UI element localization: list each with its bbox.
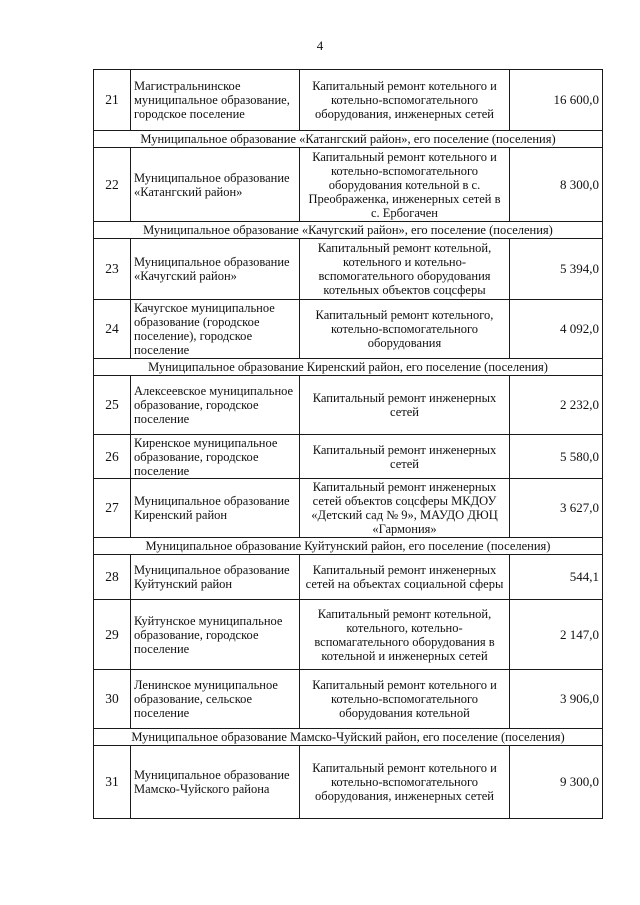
row-number: 29	[94, 600, 131, 670]
municipality-name: Муниципальное образование Киренский район	[131, 479, 300, 538]
table-row	[94, 555, 603, 600]
table-row	[94, 670, 603, 729]
work-description: Капитальный ремонт котельной, котельного и котельно-вспомогательного оборудования котельных объектов соцсферы	[300, 239, 510, 300]
amount: 544,1	[510, 555, 603, 600]
section-title: Муниципальное образование Киренский район, его поселение (поселения)	[94, 359, 603, 376]
municipality-name: Алексеевское муниципальное образование, городское поселение	[131, 376, 300, 435]
municipality-name: Муниципальное образование Куйтунский район	[131, 555, 300, 600]
amount: 5 580,0	[510, 435, 603, 479]
section-header-row	[94, 222, 603, 239]
amount: 9 300,0	[510, 746, 603, 819]
amount: 4 092,0	[510, 300, 603, 359]
section-title: Муниципальное образование «Качугский район», его поселение (поселения)	[94, 222, 603, 239]
row-number: 22	[94, 148, 131, 222]
municipality-name: Муниципальное образование Мамско-Чуйского района	[131, 746, 300, 819]
section-header-row	[94, 359, 603, 376]
table-row	[94, 600, 603, 670]
table-row	[94, 376, 603, 435]
section-header-row	[94, 131, 603, 148]
municipality-name: Магистральнинское муниципальное образование, городское поселение	[131, 70, 300, 131]
row-number: 27	[94, 479, 131, 538]
table-row	[94, 70, 603, 131]
work-description: Капитальный ремонт инженерных сетей на объектах социальной сферы	[300, 555, 510, 600]
row-number: 21	[94, 70, 131, 131]
amount: 2 147,0	[510, 600, 603, 670]
row-number: 28	[94, 555, 131, 600]
row-number: 24	[94, 300, 131, 359]
table-row	[94, 300, 603, 359]
work-description: Капитальный ремонт котельного и котельно-вспомогательного оборудования, инженерных сетей	[300, 746, 510, 819]
row-number: 25	[94, 376, 131, 435]
table-row	[94, 239, 603, 300]
table-row	[94, 435, 603, 479]
row-number: 30	[94, 670, 131, 729]
amount: 2 232,0	[510, 376, 603, 435]
work-description: Капитальный ремонт котельной, котельного, котельно-вспомагательного оборудования в котельной и инженерных сетей	[300, 600, 510, 670]
table-row	[94, 148, 603, 222]
municipality-name: Ленинское муниципальное образование, сельское поселение	[131, 670, 300, 729]
funding-table	[93, 69, 603, 819]
section-header-row	[94, 729, 603, 746]
municipality-name: Муниципальное образование «Качугский район»	[131, 239, 300, 300]
work-description: Капитальный ремонт котельного и котельно-вспомогательного оборудования, инженерных сетей	[300, 70, 510, 131]
row-number: 26	[94, 435, 131, 479]
municipality-name: Куйтунское муниципальное образование, городское поселение	[131, 600, 300, 670]
work-description: Капитальный ремонт инженерных сетей объектов соцсферы МКДОУ «Детский сад № 9», МАУДО ДЮЦ «Гармония»	[300, 479, 510, 538]
row-number: 31	[94, 746, 131, 819]
municipality-name: Качугское муниципальное образование (городское поселение), городское поселение	[131, 300, 300, 359]
municipality-name: Муниципальное образование «Катангский район»	[131, 148, 300, 222]
section-header-row	[94, 538, 603, 555]
page-number: 4	[316, 38, 324, 53]
amount: 5 394,0	[510, 239, 603, 300]
amount: 3 906,0	[510, 670, 603, 729]
table-row	[94, 479, 603, 538]
amount: 3 627,0	[510, 479, 603, 538]
table-row	[94, 746, 603, 819]
work-description: Капитальный ремонт инженерных сетей	[300, 376, 510, 435]
section-title: Муниципальное образование Куйтунский район, его поселение (поселения)	[94, 538, 603, 555]
municipality-name: Киренское муниципальное образование, городское поселение	[131, 435, 300, 479]
work-description: Капитальный ремонт котельного, котельно-вспомогательного оборудования	[300, 300, 510, 359]
work-description: Капитальный ремонт котельного и котельно-вспомогательного оборудования котельной	[300, 670, 510, 729]
row-number: 23	[94, 239, 131, 300]
section-title: Муниципальное образование Мамско-Чуйский район, его поселение (поселения)	[94, 729, 603, 746]
section-title: Муниципальное образование «Катангский район», его поселение (поселения)	[94, 131, 603, 148]
amount: 16 600,0	[510, 70, 603, 131]
work-description: Капитальный ремонт котельного и котельно-вспомогательного оборудования котельной в с. Преображенка, инженерных сетей в с. Ербогачен	[300, 148, 510, 222]
amount: 8 300,0	[510, 148, 603, 222]
work-description: Капитальный ремонт инженерных сетей	[300, 435, 510, 479]
